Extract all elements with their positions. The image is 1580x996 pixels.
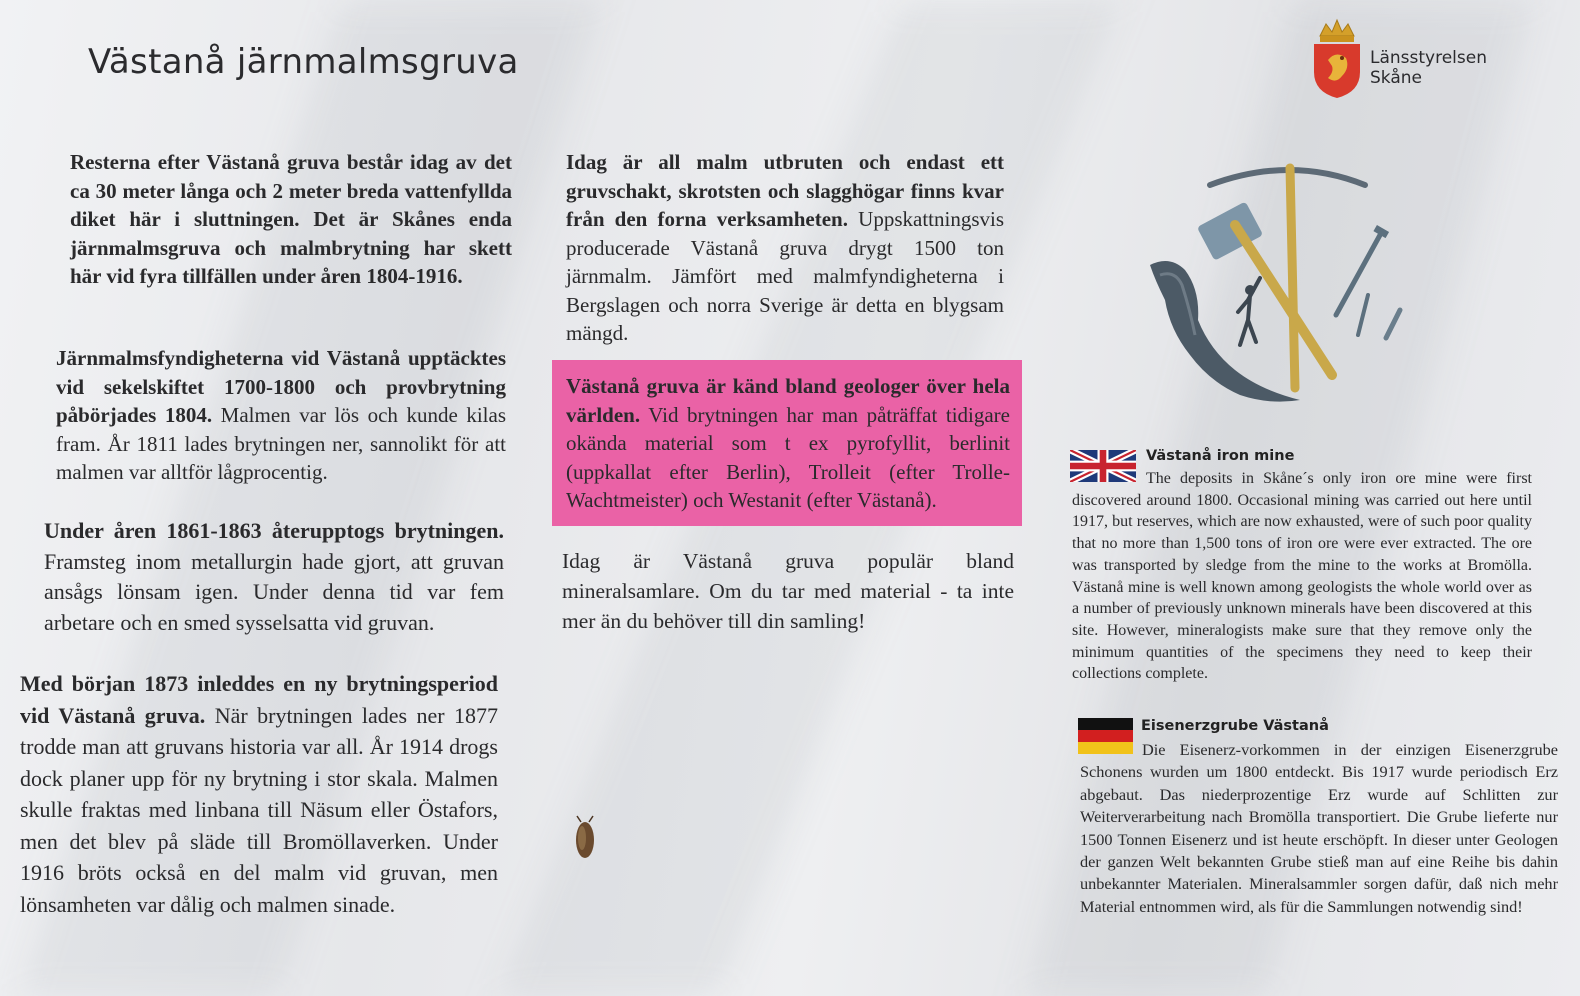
lansstyrelsen-crest-icon [1306,14,1368,100]
logo-text-line2: Skåne [1370,68,1422,88]
col1-p2-bold: Järnmalmsfyndigheterna vid Västanå upptäcktes vid sekelskiftet 1700-1800 och provbrytning påbörjades 1804. [56,346,506,427]
logo-text [1370,48,1487,88]
col2-paragraph-1 [566,148,1004,348]
col2-p2-bold: Västanå gruva är känd bland geologer över hela världen. [566,374,1010,427]
col1-p2-text: Malmen var lös och kunde kilas fram. År 1811 lades brytningen ner, sannolikt för att malmen var alltför lågprocentig. [56,403,506,484]
sign-title: Västanå järnmalmsgruva [88,42,519,82]
col1-p1-bold: Resterna efter Västanå gruva består idag av det ca 30 meter långa och 2 meter breda vattenfyllda diket här i sluttningen. Det är Skånes enda järnmalmsgruva och malmbrytning har skett här vid fyra tillfällen under åren 1804-1916. [70,150,512,288]
col2-p1-bold: Idag är all malm utbruten och endast ett gruvschakt, skrotsten och slagghögar finns kvar från den forna verksamheten. [566,150,1004,231]
moth-icon [568,814,602,864]
col2-p1-text: Uppskattningsvis producerade Västanå gruva drygt 1500 ton järnmalm. Jämfört med malmfyndigheterna i Bergslagen och norra Sverige är detta en blygsam mängd. [566,207,1004,345]
col1-paragraph-4 [20,668,498,920]
col1-paragraph-1 [70,148,512,291]
col1-paragraph-2 [56,344,506,487]
english-body: The deposits in Skåne´s only iron ore mine were first discovered around 1800. Occasional mining was carried out here until 1917, but reserves, which are now exhausted, were of such poor quality that no more than 1,500 tons of iron ore were ever extracted. The ore was transported by sledge from the mine to the works at Bromölla. Västanå mine is well known among geologists the whole world over as a number of previously unknown minerals have been discovered at this site. However, mineralogists make sure that they remove only the minimum quantities of the specimens they need to keep their collections complete. [1072,470,1532,683]
col1-p3-bold: Under åren 1861-1863 återupptogs brytningen. [44,518,504,543]
english-heading: Västanå iron mine [1146,448,1295,464]
german-body: Die Eisenerz-vorkommen in der einzigen Eisenerzgrube Schonens wurden um 1800 entdeckt. Bis 1917 wurde periodisch Erz abgebaut. Das niederprozentige Erz wurde auf Schlitten zur Weiterverarbeitung nach Bromölla transportiert. Die Grube lieferte nur 1500 Tonnen Eisenerz und ist heute erschöpft. In dieser unter Geologen der ganzen Welt bekannten Grube stieß man auf eine Reihe bis dahin unbekannter Materialen. Mineralsammler sorgen dafür, daß nich mehr Material entnommen wird, als für die Sammlungen notwendig sind! [1080,740,1558,916]
col1-p4-bold: Med början 1873 inleddes en ny brytningsperiod vid Västanå gruva. [20,671,498,728]
col1-p3-text: Framsteg inom metallurgin hade gjort, att gruvan ansågs lönsam igen. Under denna tid var fem arbetare och en smed sysselsatta vid gruvan. [44,548,504,635]
col2-p3-text: Idag är Västanå gruva populär bland mineralsamlare. Om du tar med material - ta inte mer än du behöver till din samling! [562,549,1014,633]
german-heading: Eisenerzgrube Västanå [1141,718,1329,734]
mining-tools-illustration-icon [1140,150,1440,420]
col1-p4-text: När brytningen lades ner 1877 trodde man att gruvans historia var all. År 1914 drogs dock planer upp för ny brytning i stor skala. Malmen skulle fraktas med linbana till Näsum eller Östafors, men det blev på släde till Bromöllaverken. Under 1916 bröts också en del malm vid gruvan, men lönsamheten var dålig och malmen sinade. [20,702,498,917]
logo-text-line1: Länsstyrelsen [1370,48,1487,68]
col1-paragraph-3 [44,516,504,638]
col2-paragraph-2 [566,372,1010,515]
col2-paragraph-3 [562,546,1014,636]
col2-p2-text: Vid brytningen har man påträffat tidigare okända material som t ex pyrofyllit, berlinit (uppkallat efter Berlin), Trolleit (efter Trolle-Wachtmeister) och Westanit (efter Västanå). [566,402,1010,512]
